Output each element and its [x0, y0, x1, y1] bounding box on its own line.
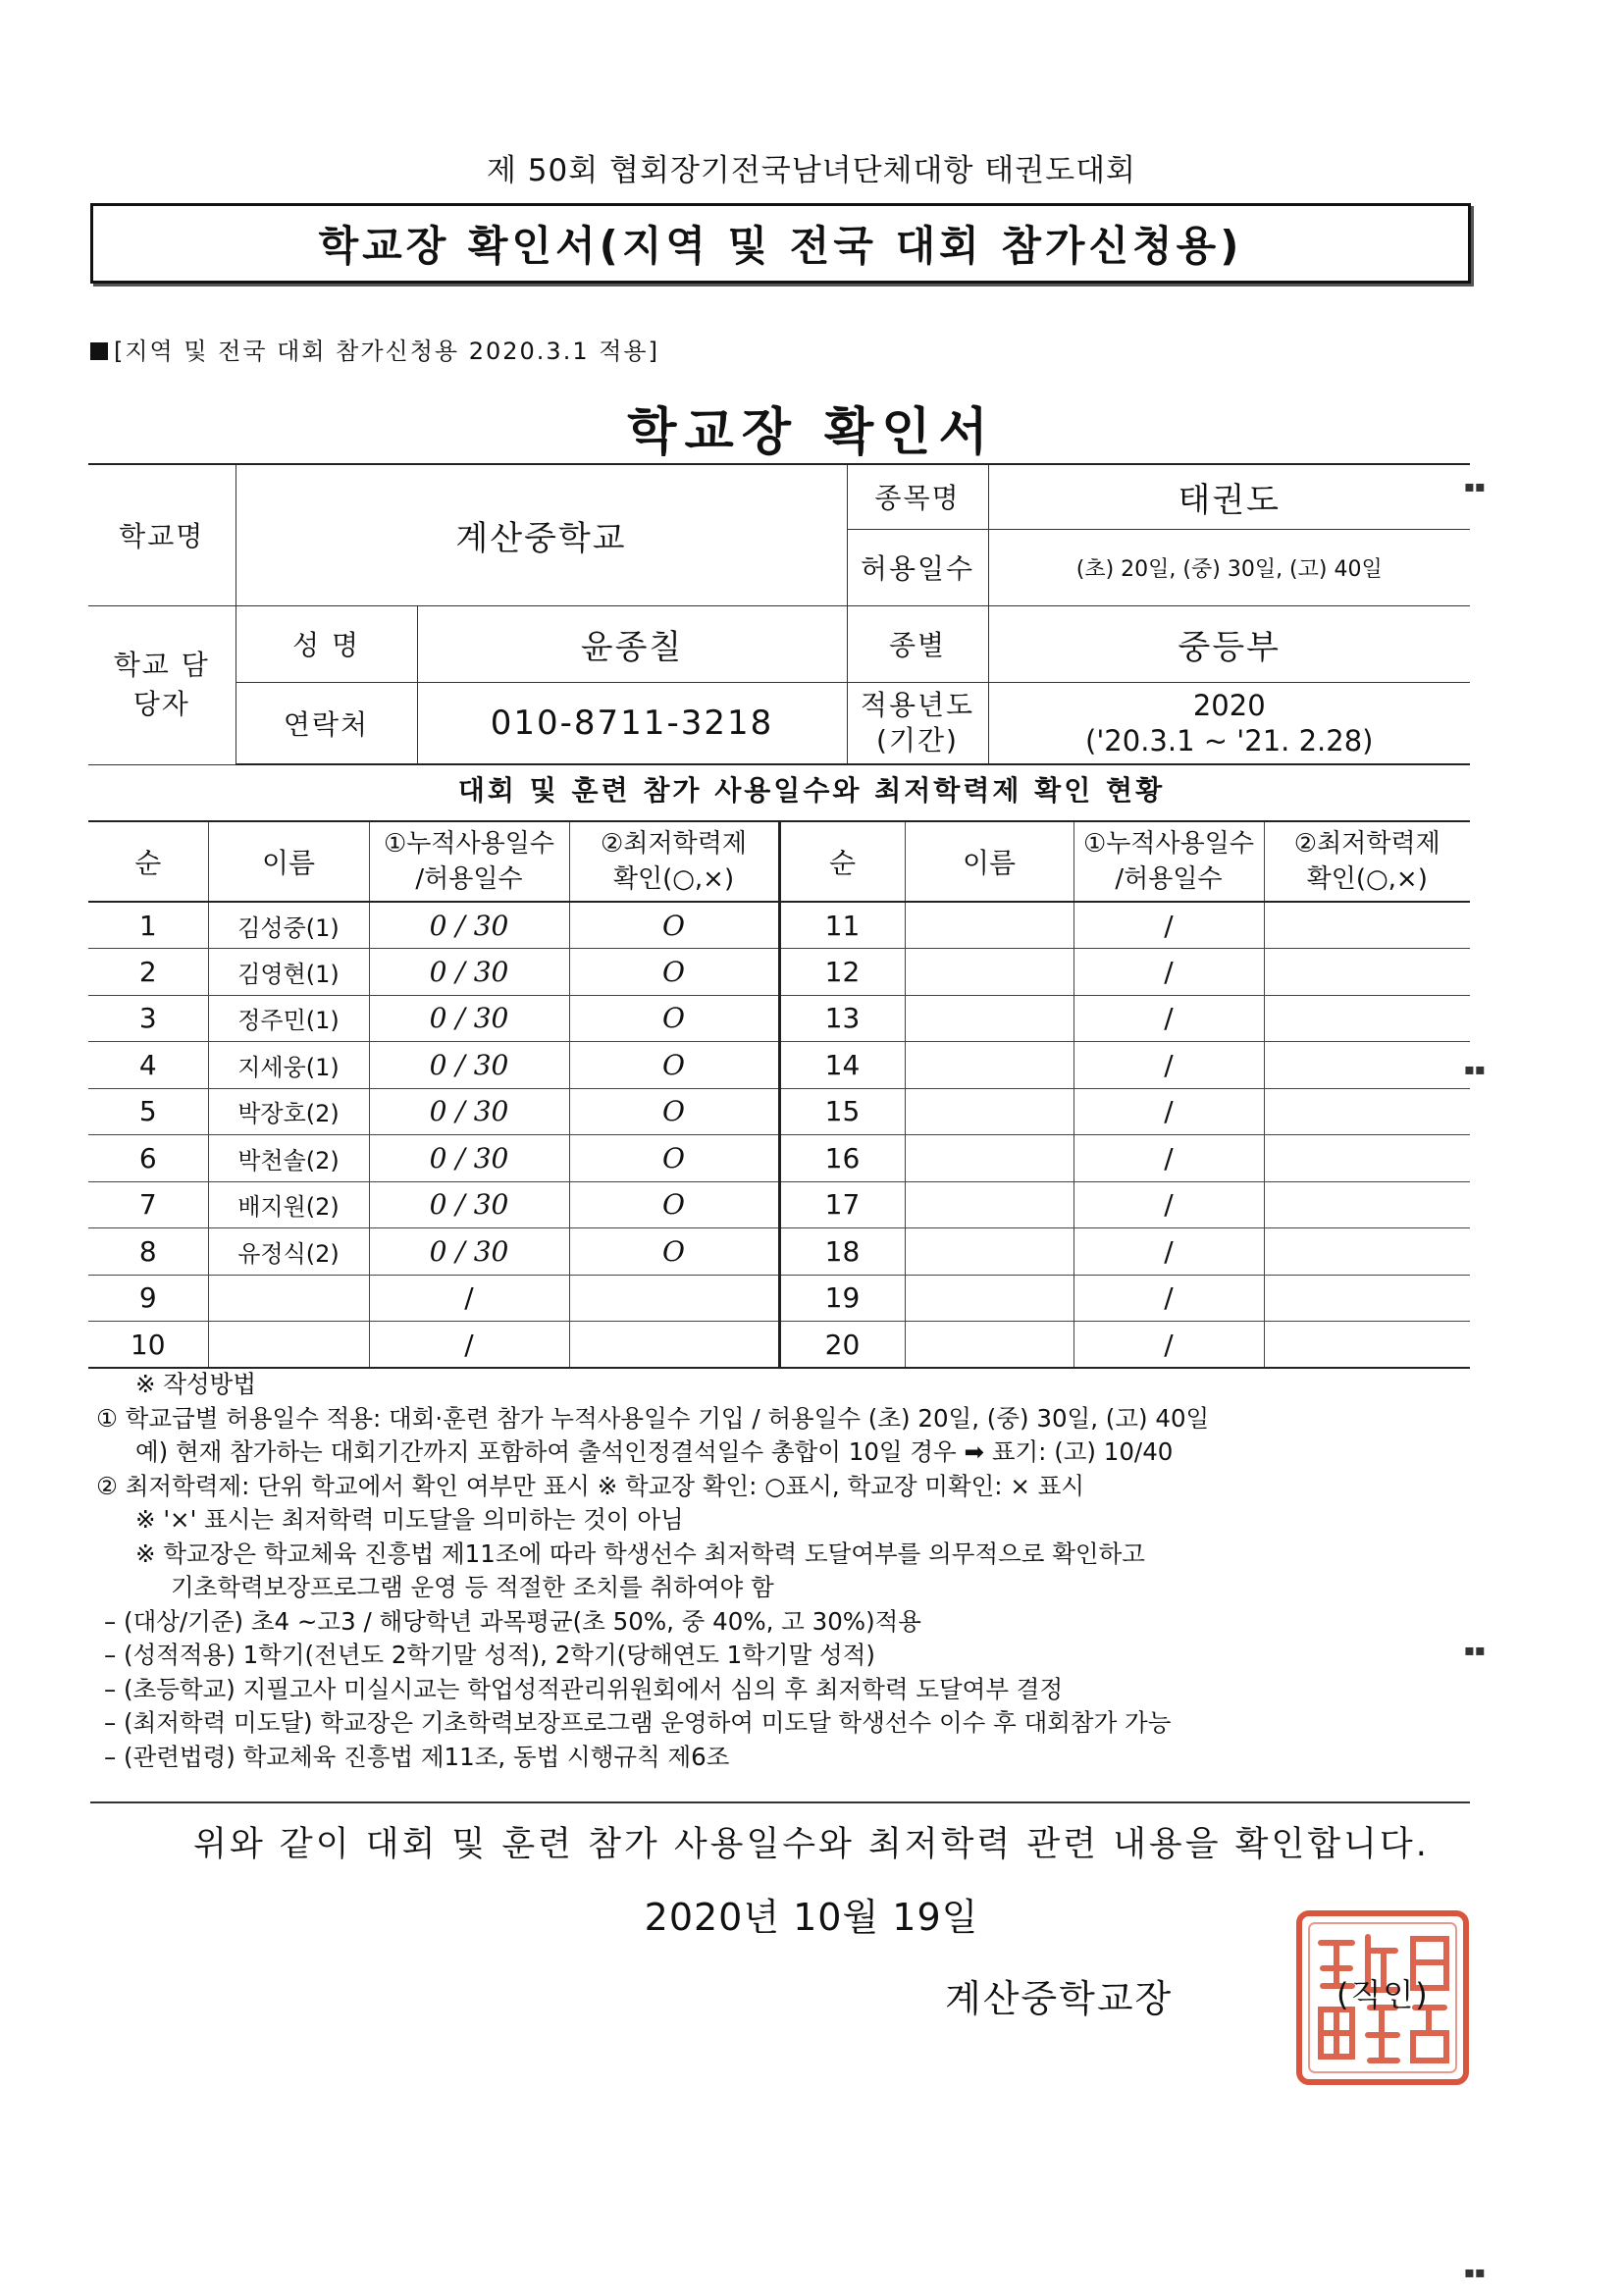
allowed-label: 허용일수 [847, 529, 988, 605]
row-no: 4 [88, 1042, 208, 1089]
row-days: / [369, 1322, 569, 1369]
row-days-2: / [1073, 1181, 1264, 1228]
methods-bottom-rule [90, 1801, 1470, 1803]
header-days-2-line2: /허용일수 [1115, 864, 1223, 894]
row-name-2 [905, 1275, 1073, 1322]
event-title: 제 50회 협회장기전국남녀단체대항 태권도대회 [487, 153, 1136, 188]
row-name: 지세웅(1) [208, 1042, 369, 1089]
row-days: 0 / 30 [369, 949, 569, 996]
row-check-2 [1264, 949, 1470, 996]
row-name: 배지원(2) [208, 1181, 369, 1228]
principal-title: 계산중학교장 [945, 1977, 1174, 2020]
row-check: O [569, 949, 779, 996]
sport-value: 태권도 [988, 464, 1470, 529]
row-days-2: / [1073, 1322, 1264, 1369]
note-line [90, 332, 659, 366]
table-row [88, 1088, 1470, 1135]
row-days: 0 / 30 [369, 1042, 569, 1089]
row-check-2 [1264, 1042, 1470, 1089]
year-label-2: (기간) [876, 723, 959, 757]
row-days-2: / [1073, 1088, 1264, 1135]
main-title: 학교장 확인서 [627, 403, 996, 462]
header-check-2-line2: 확인(○,×) [1306, 864, 1428, 894]
row-check: O [569, 1088, 779, 1135]
row-no: 7 [88, 1181, 208, 1228]
table-row [88, 995, 1470, 1042]
header-check-line2: 확인(○,×) [612, 864, 735, 894]
row-check-2 [1264, 995, 1470, 1042]
black-square-icon [90, 342, 108, 360]
row-days: 0 / 30 [369, 1228, 569, 1276]
allowed-value: (초) 20일, (중) 30일, (고) 40일 [988, 529, 1470, 605]
table-row [88, 902, 1470, 949]
contact-value: 010-8711-3218 [417, 682, 847, 764]
sport-label: 종목명 [847, 464, 988, 529]
method-line-7: – (대상/기준) 초4 ~고3 / 해당학년 과목평균(초 50%, 중 40%, 고 30%)적용 [104, 1606, 921, 1636]
table-header-row [88, 821, 1470, 902]
row-days: / [369, 1275, 569, 1322]
row-name: 정주민(1) [208, 995, 369, 1042]
method-line-2: 예) 현재 참가하는 대회기간까지 포함하여 출석인정결석일수 총합이 10일 경우 ➡ 표기: (고) 10/40 [135, 1437, 1174, 1466]
usage-table [88, 820, 1470, 1369]
method-line-5: ※ 학교장은 학교체육 진흥법 제11조에 따라 학생선수 최저학력 도달여부를 의무적으로 확인하고 [135, 1539, 1145, 1568]
stamp-label: (직인) [1336, 1976, 1430, 2013]
scan-mark: ▪▪ [1464, 477, 1486, 496]
row-check: O [569, 902, 779, 949]
header-days-2-line1: ①누적사용일수 [1082, 829, 1254, 859]
row-check-2 [1264, 1275, 1470, 1322]
row-no: 3 [88, 995, 208, 1042]
year-label [847, 682, 988, 764]
contact-label: 연락처 [236, 682, 417, 764]
row-name: 김영현(1) [208, 949, 369, 996]
method-line-3: ② 최저학력제: 단위 학교에서 확인 여부만 표시 ※ 학교장 확인: ○표시, 학교장 미확인: × 표시 [96, 1471, 1084, 1500]
row-name: 박천솔(2) [208, 1135, 369, 1182]
row-name: 김성중(1) [208, 902, 369, 949]
row-name-2 [905, 1042, 1073, 1089]
year-label-1: 적용년도 [860, 688, 975, 721]
row-days: 0 / 30 [369, 1088, 569, 1135]
row-check: O [569, 1135, 779, 1182]
row-check-2 [1264, 1135, 1470, 1182]
confirm-date: 2020년 10월 19일 [644, 1896, 979, 1939]
methods-title: ※ 작성방법 [135, 1370, 256, 1398]
row-no: 2 [88, 949, 208, 996]
year-value-1: 2020 [1192, 688, 1266, 722]
row-name-2 [905, 1228, 1073, 1276]
scan-mark: ▪▪ [1464, 1060, 1486, 1078]
row-days-2: / [1073, 949, 1264, 996]
school-label: 학교명 [88, 464, 236, 605]
row-no-2: 17 [779, 1181, 905, 1228]
row-no-2: 11 [779, 902, 905, 949]
row-name: 박장호(2) [208, 1088, 369, 1135]
header-days-line1: ①누적사용일수 [383, 829, 554, 859]
row-name: 유정식(2) [208, 1228, 369, 1276]
row-check: O [569, 995, 779, 1042]
row-days: 0 / 30 [369, 902, 569, 949]
method-line-8: – (성적적용) 1학기(전년도 2학기말 성적), 2학기(당해연도 1학기말 성적) [104, 1641, 875, 1669]
row-days-2: / [1073, 1228, 1264, 1276]
row-check-2 [1264, 902, 1470, 949]
header-name-2: 이름 [905, 821, 1073, 902]
row-name-2 [905, 995, 1073, 1042]
row-no: 5 [88, 1088, 208, 1135]
row-no-2: 20 [779, 1322, 905, 1369]
row-check-2 [1264, 1181, 1470, 1228]
confirm-text: 위와 같이 대회 및 훈련 참가 사용일수와 최저학력 관련 내용을 확인합니다. [193, 1825, 1430, 1864]
header-check-2-line1: ②최저학력제 [1293, 829, 1440, 859]
method-line-4: ※ '×' 표시는 최저학력 미도달을 의미하는 것이 아님 [135, 1505, 684, 1534]
row-check [569, 1322, 779, 1369]
scan-mark: ▪▪ [1464, 1641, 1486, 1659]
row-days: 0 / 30 [369, 995, 569, 1042]
row-days-2: / [1073, 1135, 1264, 1182]
usage-body [88, 902, 1470, 1368]
name-value: 윤종칠 [417, 605, 847, 682]
name-label: 성 명 [236, 605, 417, 682]
method-line-11: – (관련법령) 학교체육 진흥법 제11조, 동법 시행규칙 제6조 [104, 1742, 730, 1771]
manager-label-text: 학교 담당자 [113, 649, 210, 720]
row-no-2: 14 [779, 1042, 905, 1089]
manager-label [88, 605, 236, 764]
row-no: 8 [88, 1228, 208, 1276]
section-title: 대회 및 훈련 참가 사용일수와 최저학력제 확인 현황 [457, 774, 1166, 807]
row-days-2: / [1073, 902, 1264, 949]
row-no-2: 13 [779, 995, 905, 1042]
table-row [88, 1181, 1470, 1228]
method-line-9: – (초등학교) 지필고사 미실시교는 학업성적관리위원회에서 심의 후 최저학력 도달여부 결정 [104, 1674, 1064, 1703]
row-days-2: / [1073, 1042, 1264, 1089]
row-no-2: 15 [779, 1088, 905, 1135]
year-value [988, 682, 1470, 764]
header-name: 이름 [208, 821, 369, 902]
row-no-2: 18 [779, 1228, 905, 1276]
row-name-2 [905, 1088, 1073, 1135]
row-days-2: / [1073, 995, 1264, 1042]
table-row [88, 949, 1470, 996]
row-check-2 [1264, 1228, 1470, 1276]
note-text: [지역 및 전국 대회 참가신청용 2020.3.1 적용] [114, 338, 659, 365]
row-check-2 [1264, 1088, 1470, 1135]
header-days-2 [1073, 821, 1264, 902]
row-no: 1 [88, 902, 208, 949]
row-name-2 [905, 1135, 1073, 1182]
row-name-2 [905, 1322, 1073, 1369]
division-label: 종별 [847, 605, 988, 682]
row-days: 0 / 30 [369, 1181, 569, 1228]
row-no: 6 [88, 1135, 208, 1182]
method-line-1: ① 학교급별 허용일수 적용: 대회·훈련 참가 누적사용일수 기입 / 허용일수 (초) 20일, (중) 30일, (고) 40일 [96, 1403, 1210, 1433]
title-box [90, 203, 1471, 284]
row-name-2 [905, 1181, 1073, 1228]
year-value-2: ('20.3.1 ~ '21. 2.28) [1085, 723, 1374, 757]
table-row [88, 1322, 1470, 1369]
row-days-2: / [1073, 1275, 1264, 1322]
header-check-line1: ②최저학력제 [601, 829, 747, 859]
row-no: 9 [88, 1275, 208, 1322]
row-name [208, 1275, 369, 1322]
header-check-2 [1264, 821, 1470, 902]
box-title: 학교장 확인서(지역 및 전국 대회 참가신청용) [318, 222, 1243, 270]
row-check: O [569, 1181, 779, 1228]
info-table [88, 463, 1470, 765]
row-name-2 [905, 949, 1073, 996]
division-value: 중등부 [988, 605, 1470, 682]
row-check: O [569, 1042, 779, 1089]
row-name [208, 1322, 369, 1369]
row-name-2 [905, 902, 1073, 949]
row-check: O [569, 1228, 779, 1276]
method-line-10: – (최저학력 미도달) 학교장은 기초학력보장프로그램 운영하여 미도달 학생선수 이수 후 대회참가 가능 [104, 1708, 1172, 1737]
row-days: 0 / 30 [369, 1135, 569, 1182]
row-check-2 [1264, 1322, 1470, 1369]
school-value: 계산중학교 [236, 464, 847, 605]
method-line-6: 기초학력보장프로그램 운영 등 적절한 조치를 취하여야 함 [171, 1573, 774, 1601]
row-no: 10 [88, 1322, 208, 1369]
table-row [88, 1228, 1470, 1276]
table-row [88, 1042, 1470, 1089]
row-no-2: 19 [779, 1275, 905, 1322]
header-days-line2: /허용일수 [415, 864, 523, 894]
header-no-2: 순 [779, 821, 905, 902]
scan-mark: ▪▪ [1464, 2263, 1486, 2281]
header-days [369, 821, 569, 902]
row-no-2: 16 [779, 1135, 905, 1182]
methods-section [96, 1368, 1470, 1774]
table-row [88, 1135, 1470, 1182]
row-no-2: 12 [779, 949, 905, 996]
table-row [88, 1275, 1470, 1322]
row-check [569, 1275, 779, 1322]
header-no: 순 [88, 821, 208, 902]
header-check [569, 821, 779, 902]
